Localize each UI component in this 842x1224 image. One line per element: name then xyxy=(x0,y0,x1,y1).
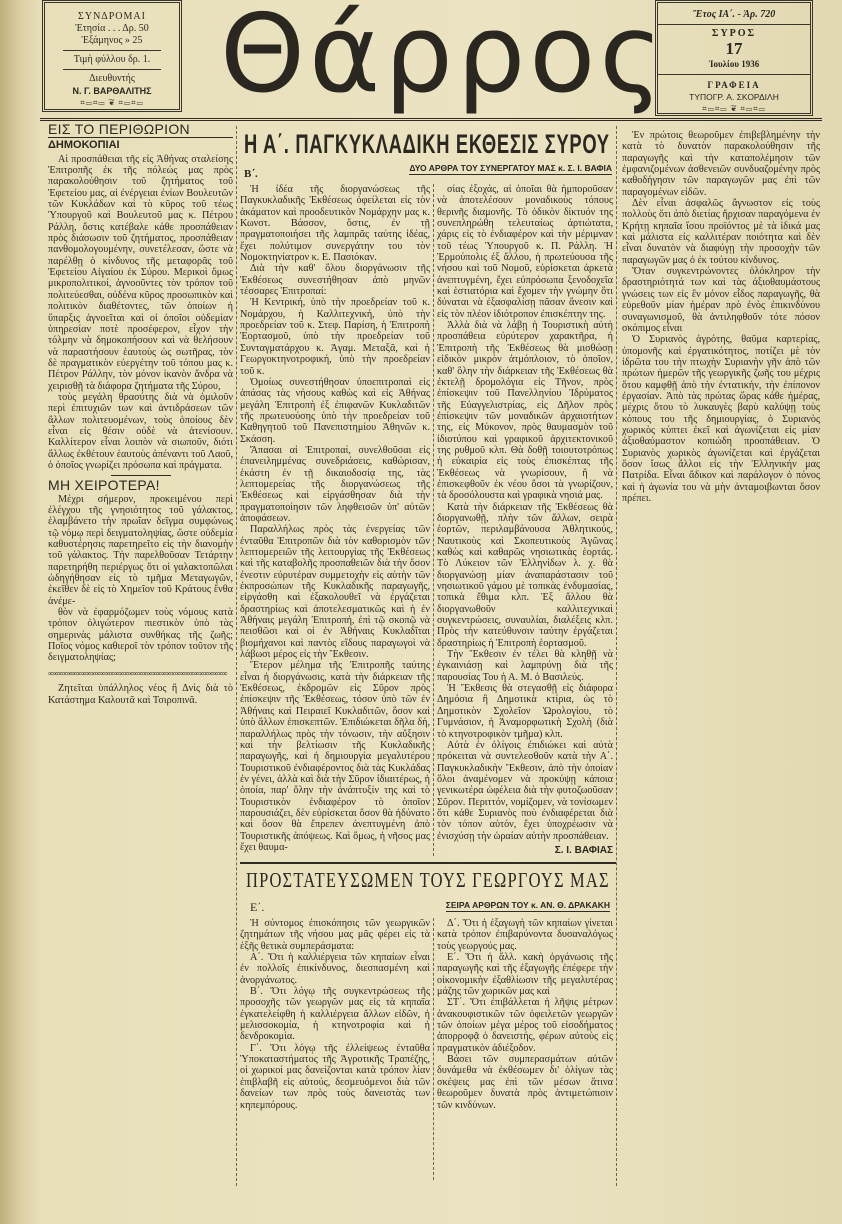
column-divider xyxy=(236,126,237,1186)
paragraph: Ἡ ἰδέα τῆς διοργανώσεως τῆς Παγκυκλαδικῆς Ἐκθέσεως ὀφείλεται εἰς τὸν ἀκάματον καὶ προοδευτικὸν Νομάρχην μας κ. Κωνστ. Βάσσον, ὅστις, ἐν τῇ πραγματοποιήσει τῆς λαμπρᾶς ταύτης ἰδέας, ἔχει πολύτιμον συνεργάτην του τὸν Νομοκτηνίατρον κ. Ε. Πασιόκαν. xyxy=(240,184,430,264)
paragraph: Ἐν πρώτοις θεωροῦμεν ἐπιβεβλημένην τὴν κατὰ τὸ δυνατὸν παρακολούθησιν τῆς παραγωγῆς καὶ τὴν καταπολέμησιν τῶν ἐμφανιζομένων ἀσθενειῶν συνδυαζομένην πρὸς καθοδήγησιν τῶν παραγωγῶν μας ἐπὶ τῶν παραγομένων εἰδῶν. xyxy=(622,130,820,198)
classified-ad: Ζητεῖται ὑπάλληλος νέος ἢ Δνὶς διὰ τὸ Κατάστημα Καλουτᾶ καὶ Τσιροπινᾶ. xyxy=(48,683,233,706)
main-headline: Η Α΄. ΠΑΓΚΥΚΛΑΔΙΚΗ ΕΚΘΕΣΙΣ ΣΥΡΟΥ xyxy=(244,129,610,159)
ornament-icon: ⌗▭⌗▭ ❦ ⌗▭⌗▭ xyxy=(702,104,766,113)
masthead-rule xyxy=(40,118,822,121)
divider xyxy=(658,24,810,25)
issue-number: Ἔτος ΙΑ΄. - Ἀρ. 720 xyxy=(692,9,776,20)
paragraph: τοὺς μεγάλη θρασύτης διὰ νὰ ὁμιλοῦν περὶ ἐπιτυχιῶν των καὶ ἀντιδράσεων τῶν ἄλλων πολιτευομένων, τοὺς ὁποίους δὲν εἶναι εἰς θέσιν οὐδὲ νὰ ἀτενίσουν. Καλλίτερον εἶναι λοιπὸν νὰ σιωποῦν, διότι ἄλλως ἐκθέτουν ἑαυτοὺς ἀπέναντι τοῦ Λαοῦ, ὁ ὁποῖος γνωρίζει πρόσωπα καὶ πράγματα. xyxy=(48,391,233,471)
ornament-icon: ⌗▭⌗▭ ❦ ⌗▭⌗▭ xyxy=(80,98,144,107)
paragraph: Ἅπασαι αἱ Ἐπιτροπαί, συνελθοῦσαι εἰς ἐπανειλημμένας συνεδριάσεις, καθώρισαν, ἑκάστη ἐν τῇ δικαιοδοσίᾳ της, τὰς λεπτομερείας τῆς διοργανώσεως τῆς Ἐκθέσεως καὶ εἰργάσθησαν διὰ τὴν πραγματοποίησιν τῶν ληφθεισῶν ὑπ' αὐτῶν ἀποφάσεων. xyxy=(240,444,430,524)
main-article-column-1 xyxy=(240,184,430,856)
paragraph: Τὴν Ἔκθεσιν ἐν τέλει θὰ κληθῇ νὰ ἐγκαινιάσῃ καὶ λαμπρύνῃ διὰ τῆς παρουσίας Του ἡ Α. Μ. ὁ Βασιλεύς. xyxy=(437,649,613,683)
left-column xyxy=(48,124,233,1194)
paragraph: Ἡ Κεντρική, ὑπὸ τὴν προεδρείαν τοῦ κ. Νομάρχου, ἡ Καλλιτεχνική, ὑπὸ τὴν προεδρείαν τοῦ κ. Στεφ. Παρίση, ἡ Ἐπιτροπὴ Ἑορτασμοῦ, ὑπὸ τὴν προεδρείαν τοῦ Συνταγματάρχου κ. Ἀγαμ. Μεταξᾶ, καὶ ἡ Γεωργοκτηνοτροφική, ὑπὸ τὴν προεδρείαν τοῦ κ. xyxy=(240,297,430,377)
date: Ἰουλίου 1936 xyxy=(708,59,760,69)
paragraph: Β΄. Ὅτι λόγῳ τῆς συγκεντρώσεως τῆς προσοχῆς τῶν γεωργῶν μας εἰς τὰ κηπαῖα ἐγκατελείφθη ἡ καλλιέργεια ἄλλων εἰδῶν, ἡ μελισσοκομία, ἡ κτηνοτροφία καὶ ἡ δενδροκομία. xyxy=(240,986,430,1043)
paragraph: Ἕτερον μέλημα τῆς Ἐπιτροπῆς ταύτης εἶναι ἡ διοργάνωσις, κατὰ τὴν διάρκειαν τῆς Ἐκθέσεως, ἐκδρομῶν εἰς Σῦρον πρὸς ἐπίσκεψιν τῆς Ἐκθέσεως, τόσον ὑπὸ τῶν ἐν Ἀθήναις καὶ Πειραιεῖ Κυκλαδιτῶν, ὅσον καὶ ὑπὸ ἄλλων ἐπισκεπτῶν. Ἐπιδιώκεται δῆλα δή, παραλλήλως πρὸς τὴν τόνωσιν, τὴν αὔξησιν καὶ τὴν βελτίωσιν τῆς Κυκλαδικῆς παραγωγῆς, καὶ ἡ δημιουργία μεγαλυτέρου Τουριστικοῦ ἐνδιαφέροντος διὰ τὰς Κυκλάδας ἐν γένει, ἀλλὰ καὶ διὰ τὴν Σῦρον ἰδιαιτέρως, ἡ ὁποία, παρ' ὅλην τὴν ἀνάπτυξίν της καὶ τὸ Τουριστικὸν ἐνδιαφέρον τὸ ὁποῖον παρουσιάζει, δὲν εὑρίσκεται ὅσον θὰ ἠδύνατο καὶ ὅσον θὰ ἔπρεπεν ἀνεπτυγμένη ἀπὸ Τουριστικῆς ἀπόψεως. Καὶ ὅμως, ἡ νῆσος μας ἔχει θαυμα- xyxy=(240,660,430,853)
paragraph: Κατὰ τὴν διάρκειαν τῆς Ἐκθέσεως θὰ διοργανωθῇ, πλὴν τῶν ἄλλων, σειρὰ ἑορτῶν, περιλαμβάνουσα Ἀθλητικούς, Ναυτικοὺς καὶ Σκοπευτικοὺς Ἀγῶνας καθὼς καὶ καθαρῶς νησιωτικὰς ἑορτάς. Τὸ Λύκειον τῶν Ἑλληνίδων λ. χ. θὰ διοργανώσῃ μίαν ἀναπαράστασιν τοῦ νησιωτικοῦ γάμου μὲ τοπικὰς ἐνδυμασίας, τοπικὰ ἔθιμα κλπ. Ἐξ ἄλλου θὰ διοργανωθοῦν καλλιτεχνικαὶ συγκεντρώσεις, συναυλίαι, διαλέξεις κλπ. Πρὸς τὴν κατεύθυνσιν ταύτην ἐργάζεται δραστηρίως ἡ Ἐπιτροπὴ ἑορτασμοῦ. xyxy=(437,501,613,649)
second-headline: ΠΡΟΣΤΑΤΕΥΣΩΜΕΝ ΤΟΥΣ ΓΕΩΡΓΟΥΣ ΜΑΣ xyxy=(246,868,610,892)
paragraph: Βάσει τῶν συμπερασμάτων αὐτῶν δυνάμεθα νὰ ἐκθέσωμεν δι' ὀλίγων τὰς σκέψεις μας ἐπὶ τῶν μέσων ἅτινα θεωροῦμεν δυνατὰ πρὸς ἀντιμετώπισιν τῶν κινδύνων. xyxy=(437,1054,613,1111)
divider xyxy=(111,475,171,476)
paragraph: ΣΤ΄. Ὅτι ἐπιβάλλεται ἡ λῆψις μέτρων ἀνακουφιστικῶν τῶν ὀφειλετῶν γεωργῶν τῶν ὁποίων μέγα μέρος τοῦ εἰσοδήματος ἀπορροφᾷ ὁ δανειστής, φέρων αὐτοὺς εἰς πραγματικὸν ἀδιέξοδον. xyxy=(437,997,613,1054)
divider xyxy=(63,69,161,70)
newspaper-title: Θάρρος xyxy=(220,0,667,117)
paragraph: Αὐτὰ ἐν ὀλίγοις ἐπιδιώκει καὶ αὐτὰ πρόκειται νὰ συντελεσθοῦν κατὰ τὴν Α΄. Παγκυκλαδικὴν Ἔκθεσιν, ἀπὸ τὴν ὁποίαν ὅλοι ἀναμένομεν νὰ προκύψῃ κάποια γενικωτέρα ὠφέλεια διὰ τὴν φυτοζωοῦσαν Σῦρον. Περιττόν, νομίζομεν, νὰ τονίσωμεν ὅτι κάθε Συριανὸς ποὺ ἐνδιαφέρεται διὰ τὸν τόπον αὐτόν, ἔχει ὑποχρέωσιν νὰ ἐνισχύσῃ τὴν ὡραίαν αὐτὴν προσπάθειαν. xyxy=(437,739,613,842)
column-divider xyxy=(616,126,617,1186)
director-label: Διευθυντής xyxy=(89,73,135,84)
paragraph: Γ΄. Ὅτι λόγῳ τῆς ἐλλείψεως ἐνταῦθα Ὑποκαταστήματος τῆς Ἀγροτικῆς Τραπέζης, οἱ χωρικοί μας δανείζονται κατὰ τρόπον λίαν ἐπιβλαβῆ εἰς αὐτούς, δεσμευόμενοι διὰ τῶν δανείων των πρὸς τοὺς δανειστὰς των κηπεμπόρους. xyxy=(240,1042,430,1111)
column-divider xyxy=(433,918,434,1180)
semiannual-price: Ἑξάμηνος » 25 xyxy=(81,35,143,46)
paragraph: Ἡ σύντομος ἐπισκόπησις τῶν γεωργικῶν ζητημάτων τῆς νήσου μας μᾶς φέρει εἰς τὰ ἑξῆς θετικὰ συμπεράσματα: xyxy=(240,918,430,952)
section-title: ΕΙΣ ΤΟ ΠΕΡΙΘΩΡΙΟΝ xyxy=(48,124,233,138)
paragraph: Ὅταν συγκεντρώνοντες ὁλόκληρον τὴν δραστηριότητά των καὶ τὰς ἀξιοθαυμάστους γνώσεις των εἰς ἓν μόνον εἶδος παραγωγῆς, θὰ εὑρεθοῦν μίαν ἡμέραν πρὸ ἑνὸς ἐπικινδύνου συναγωνισμοῦ, θὰ ἀντιληφθοῦν τότε πόσον σκόπιμος εἶναι xyxy=(622,266,820,334)
part-number: Ε΄. xyxy=(250,900,265,914)
article-title: ΜΗ ΧΕΙΡΟΤΕΡΑ! xyxy=(48,477,160,494)
paragraph: Δὲν εἶναι ἀσφαλῶς ἄγνωστον εἰς τοὺς πολλοὺς ὅτι ἀπὸ διετίας ἤρχισαν παραγόμενα ἐν Κρήτῃ κηπαῖα ἴσου προϊόντος μὲ τὰ ἰδικά μας καὶ μάλιστα εἰς καλλιτέραν ποιότητα καὶ δὲν εἶναι δυνατὸν νὰ διαφύγῃ τὴν προσοχὴν τῶν παραγωγῶν μας ὁ ἐκ τούτου κίνδυνος. xyxy=(622,198,820,266)
paragraph: θὸν νὰ ἐφαρμόζωμεν τοὺς νόμους κατὰ τρόπον ὀλιγώτερον πιεστικὸν ὑπὸ τὰς σημερινὰς μάλιστα συνθήκας τῆς ζωῆς; Ποῖος νόμος καθιεροῖ τὸν τρόπον τοῦτον τῆς δειγματοληψίας; xyxy=(48,607,233,664)
main-byline: ΔΥΟ ΑΡΘΡΑ ΤΟΥ ΣΥΝΕΡΓΑΤΟΥ ΜΑΣ κ. Σ. Ι. ΒΑΦΙΑ xyxy=(409,163,612,173)
paragraph: Ὁμοίως συνεστήθησαν ὑποεπιτροπαὶ εἰς ἁπάσας τὰς νήσους καθὼς καὶ εἰς Ἀθήνας μεγάλη Ἐπιτροπὴ ἐξ ἐπιφανῶν Κυκλαδιτῶν τῆς πρωτευούσης ὑπὸ τὴν προεδρείαν τοῦ Καθηγητοῦ τοῦ Πανεπιστημίου Ἀθηνῶν κ. Σκάσση. xyxy=(240,376,430,445)
article-body xyxy=(48,494,233,664)
paragraph: Ὁ Συριανὸς ἀγρότης, θαῦμα καρτερίας, ὑπομονῆς καὶ ἐργατικότητος, ποτίζει μὲ τὸν ἱδρῶτα του τὴν πτωχὴν Συριανὴν γῆν ἀπὸ τῶν πρώτων ἡμερῶν τῆς γεωργικῆς ζωῆς του μέχρις ὅτου καμφθῇ ἀπὸ τὴν ἐντατικήν, τὴν ἐπίπονον ἐργασίαν. Ἀπὸ τὰς πρώτας ὥρας κάθε ἡμέρας, μέχρις ὅτου τὸ λυκαυγὲς βαρὺ καλύψῃ τοὺς κόπους του τῆς δημιουργίας, ὁ Συριανὸς χωρικὸς κύπτει ἐκεῖ καὶ ἀγωνίζεται εἰς μίαν ἀξιοθαύμαστον κοπιώδη προσπάθειαν. Ὁ Συριανὸς χωρικὸς ἀγωνίζεται καὶ ἐργάζεται ὅσον ἴσως ἄλλοι εἰς τὴν Ἑλληνικήν μας Πατρίδα. Εἶναι ἄδικον καὶ παράλογον ὁ πόνος καὶ ἡ ἀγωνία του νὰ μὴν ἀνταμοιβωνται ὅσον πρέπει. xyxy=(622,334,820,504)
paragraph: Ἡ Ἔκθεσις θὰ στεγασθῇ εἰς διάφορα Δημόσια ἢ Δημοτικὰ κτίρια, ὡς τὸ Δημοτικὸν Σχολεῖον Ὡρολογίου, τὸ Γυμνάσιον, ἡ Ἀναμορφωτικὴ Σχολὴ (διὰ τὸ κτηνοτροφικὸν τμῆμα) κλπ. xyxy=(437,683,613,740)
city: ΣΥΡΟΣ xyxy=(711,28,757,39)
paragraph: Α΄. Ὅτι ἡ καλλιέργεια τῶν κηπαίων εἶναι ἐν πολλοῖς ἐπικίνδυνος, διεσπασμένη καὶ ἀνοργάνωτος. xyxy=(240,952,430,986)
right-column xyxy=(622,130,820,1190)
article-rule xyxy=(240,862,616,864)
article-signature: Σ. Ι. ΒΑΦΙΑΣ xyxy=(554,844,613,856)
divider xyxy=(658,74,810,75)
paragraph: Παραλλήλως πρὸς τὰς ἐνεργείας τῶν ἐνταῦθα Ἐπιτροπῶν διὰ τὸν καθορισμὸν τῶν λεπτομερειῶν τῆς λειτουργίας τῆς Ἐκθέσεως καὶ τῆς καταβολῆς προσπαθειῶν διὰ τὴν ὅσον ἐνεστιν εὐρυτέραν συμμετοχὴν εἰς αὐτὴν τῶν ἐκπροσώπων τῆς Κυκλαδικῆς παραγωγῆς, εἰργάσθη καὶ ἐξακολουθεῖ νὰ ἐργάζεται δραστηρίως καὶ ἀποτελεσματικῶς καὶ ἡ ἐν Ἀθήναις μεγάλη Ἐπιτροπή, ἐπὶ τῷ σκοπῷ νὰ πεισθῶσι καὶ οἱ ἐν Ἀθήναις Κυκλαδῖται βιομήχανοι καὶ παντὸς εἴδους παραγωγοὶ νὰ λάβωσι μέρος εἰς τὴν Ἔκθεσιν. xyxy=(240,524,430,661)
column-divider xyxy=(433,184,434,856)
divider xyxy=(63,50,161,51)
ornament-divider: ∞∞∞∞∞∞∞∞∞∞∞∞∞∞∞∞∞∞∞∞∞∞∞∞∞∞∞∞∞∞∞∞∞∞∞∞∞∞ xyxy=(48,668,227,678)
article-title: ΔΗΜΟΚΟΠΙΑΙ xyxy=(48,139,120,152)
offices: ΤΥΠΟΓΡ. Α. ΣΚΟΡΔΙΛΗ xyxy=(689,92,779,102)
subscription-heading: ΣΥΝΔΡΟΜΑΙ xyxy=(78,11,146,22)
second-article-column-2 xyxy=(437,918,613,1188)
subscription-box xyxy=(42,0,182,112)
second-article-column-1 xyxy=(240,918,430,1188)
paragraph: Αἱ προσπάθειαι τῆς εἰς Ἀθήνας σταλείσης Ἐπιτροπῆς ἐκ τῆς πόλεώς μας πρὸς παρακολούθησιν τοῦ ζητήματος τοῦ Ἐφετείου μας, αἱ ἐνέργειαι ἐνίων Βουλευτῶν τῶν Κυκλάδων καὶ τὸ κῦρος τοῦ τέως Ὑπουργοῦ καὶ Βουλευτοῦ μας κ. Πέτρου Ράλλη, ὅστις κατέβαλε κάθε προσπάθειαν πρὸς διάσωσιν τοῦ ζητήματος, προσπάθειαν πανθομολογουμένην, συνετέλεσαν, ὥστε νὰ παρέλθῃ ὁ κίνδυνος τῆς μεταφορᾶς τοῦ Ἐφετείου Αἰγαίου ἐκ Σύρου. Μερικοὶ ὅμως μικροπολιτικοί, ἀγνοοῦντες τὸν τρόπον τοῦ πολιτεύεσθαι, οὐδένα κῦρος προσωπικὸν καὶ πολιτικὸν διαθέτοντες, τῶν ὁποίων ἡ ὕπαρξις ἀγνοεῖται καὶ οἱ ὁποῖοι οὐδεμίαν ὑπηρεσίαν ποτὲ προσέφερον, εἶχον τὴν τόλμην νὰ δημοκοπήσουν καὶ νὰ θελήσουν νὰ παραστήσουν ἑαυτοὺς ὡς σωτῆρας, τὸν δὲ πραγματικὸν εὐεργέτην τοῦ τόπου μας κ. Πέτρον Ράλλην, τὸν μόνον ἱκανὸν ἄνδρα νὰ χειρισθῇ τὰ διάφορα ζητήματα τῆς Σύρου, xyxy=(48,153,233,392)
second-byline: ΣΕΙΡΑ ΑΡΘΡΩΝ ΤΟΥ κ. ΑΝ. Θ. ΔΡΑΚΑΚΗ xyxy=(445,900,610,910)
day: 17 xyxy=(725,39,743,58)
main-article-column-2 xyxy=(437,184,613,858)
paragraph: Ἀλλὰ διὰ νὰ λάβῃ ἡ Τουριστικὴ αὐτὴ προσπάθεια εὐρύτερον χαρακτῆρα, ἡ Ἐπιτροπὴ τῆς Ἐκθέσεως θὰ μισθώσῃ εἰδικὸν μικρὸν ἀτμόπλοιον, τὸ ὁποῖον, καθ' ὅλην τὴν διάρκειαν τῆς Ἐκθέσεως θὰ ἐκτελῇ δρομολόγια εἰς Τῆνον, πρὸς ἐπίσκεψιν τοῦ Πανελληνίου Ἱδρύματος τῆς Εὐαγγελιστρίας, εἰς Δῆλον πρὸς ἐπίσκεψιν τῶν μοναδικῶν ἀρχαιοτήτων της, εἰς Μύκονον, πρὸς θαυμασμὸν τοῦ ἰδιοτύπου καὶ γραφικοῦ ἀρχιτεκτονικοῦ της ρυθμοῦ κλπ. Θὰ δοθῇ τοιουτοτρόπως ἡ εὐκαιρία εἰς τοὺς ἐπισκέπτας τῆς Ἐκθέσεως νὰ γνωρίσουν, ἢ νὰ ἐπισκεφθοῦν ἐκ νέου ὅσοι τὰ γνωρίζουν, τὰ δροσόλουστα καὶ γραφικὰ νησιά μας. xyxy=(437,320,613,502)
director-name: Ν. Γ. ΒΑΡΘΑΛΙΤΗΣ xyxy=(72,86,152,96)
annual-price: Ἐτησία . . . Δρ. 50 xyxy=(75,23,149,34)
issue-price: Τιμὴ φύλλου δρ. 1. xyxy=(73,54,151,65)
offices-label: ΓΡΑΦΕΙΑ xyxy=(707,80,761,90)
paragraph: Μέχρι σήμερον, προκειμένου περὶ ἐλέγχου τῆς γνησιότητος τοῦ γάλακτος, ἐλαμβάνετο τὴν πρωΐαν δεῖγμα συμφώνως τῷ νόμῳ περὶ δειγματοληψίας, ὥστε οὐδεμία καθυστέρησις παρετηρεῖτο εἰς τὴν διανομὴν τοῦ γάλακτος. Τὴν παρελθοῦσαν Τετάρτην παρετηρήθη περιέργως ὅτι οἱ γαλακτοπῶλαι ὡδηγήθησαν εἰς τὸ τμῆμα Μεταγωγῶν, ἐκεῖθεν δὲ εἰς τὸ Χημεῖον τοῦ Κράτους ἔνθα ἀνέμε- xyxy=(48,493,233,607)
paragraph: Ε΄. Ὅτι ἡ ἄλλ. κακὴ ὀργάνωσις τῆς παραγωγῆς καὶ τῆς ἐξαγωγῆς ἐπέφερε τὴν οἰκονομικὴν ἐξαθλίωσιν τῆς μεγαλυτέρας μάζης τῶν χωρικῶν μας καὶ xyxy=(437,952,613,998)
paragraph: σίας ἐξοχάς, αἱ ὁποῖαι θὰ ἠμποροῦσαν νὰ ἀποτελέσουν μοναδικοὺς τόπους θερινῆς διαμονῆς. Τὸ ὁδικὸν δίκτυόν της συνεπληρώθη τελευταίως ἀρτιώτατα, χάρις εἰς τὸ ἐνδιαφέρον καὶ τὴν μέριμναν τοῦ τέως Ὑπουργοῦ κ. Π. Ράλλη. Ἡ Ἑρμούπολις ἐξ ἄλλου, ἡ πρωτεύουσα τῆς νήσου καὶ τοῦ Νομοῦ, εὑρίσκεται ἀρκετὰ ἀνεπτυγμένη, ἔχει εὐπρόσωπα ξενοδοχεῖα καὶ ἑστιατόρια καὶ ἔχομεν τὴν γνώμην ὅτι δύναται νὰ ἐξασφαλίσῃ πᾶσαν ἄνεσιν καὶ εἰς τὸν πλέον ἰδιότροπον ἐπισκέπτην της. xyxy=(437,184,613,320)
article-body xyxy=(48,154,233,472)
paragraph: Δ΄. Ὅτι ἡ ἐξαγωγὴ τῶν κηπαίων γίνεται κατὰ τρόπον ἐπιβαρύνοντα δυσαναλόγως τοὺς γεωργούς μας. xyxy=(437,918,613,952)
paragraph: Διὰ τὴν καθ' ὅλου διοργάνωσιν τῆς Ἐκθέσεως συνεστήθησαν ἀπὸ μηνῶν τέσσαρες Ἐπιτροπαί: xyxy=(240,263,430,298)
issue-box xyxy=(655,0,813,116)
part-number: Β΄. xyxy=(244,168,258,180)
